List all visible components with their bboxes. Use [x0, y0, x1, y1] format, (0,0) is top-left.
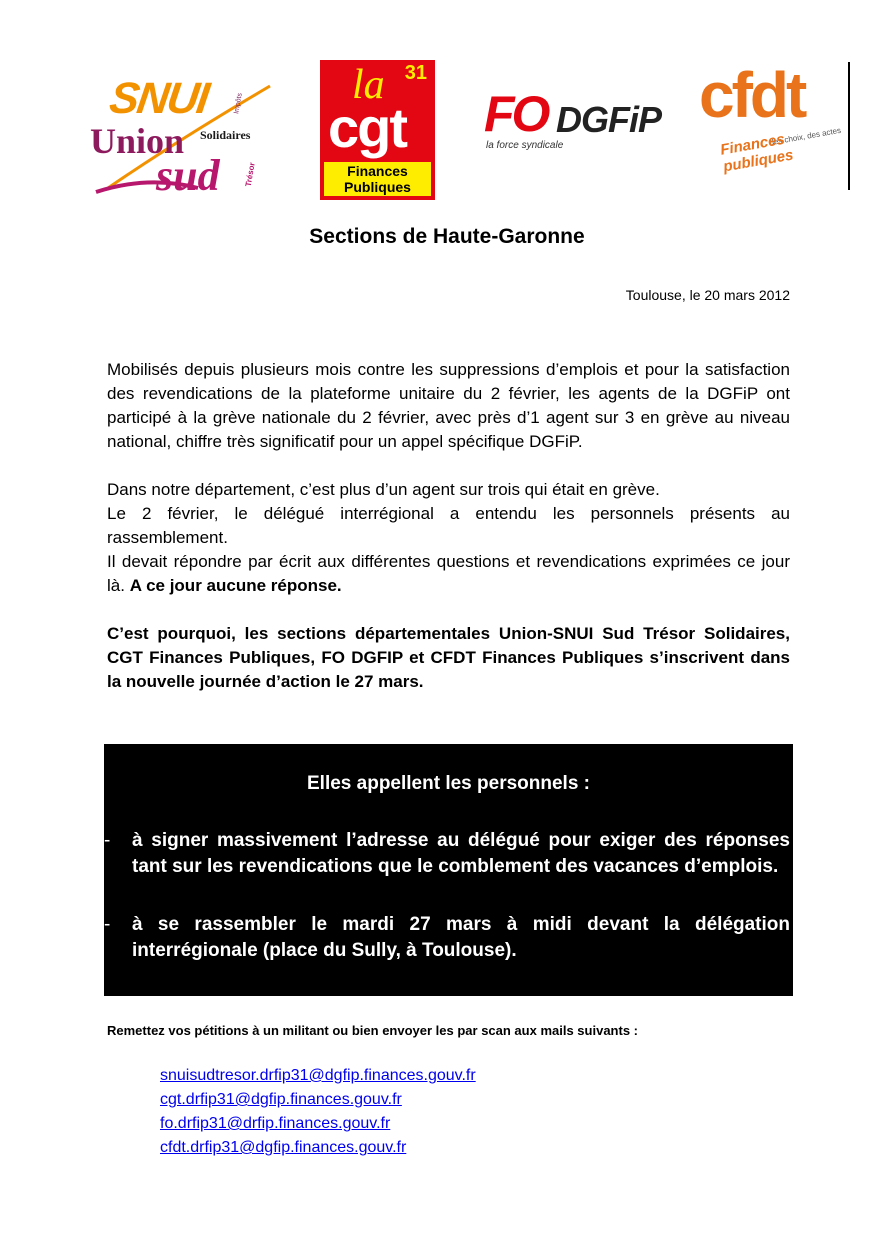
dash-bullet: -	[104, 914, 111, 935]
document-date: Toulouse, le 20 mars 2012	[625, 287, 790, 303]
cgt-fp-line2: Publiques	[344, 179, 411, 195]
callout-item-text: à signer massivement l’adresse au délégué pour exiger des réponses tant sur les revendications que le comblement des vacances d’emplois.	[132, 830, 790, 877]
union-text: Union	[90, 121, 185, 161]
email-link-fo[interactable]: fo.drfip31@drfip.finances.gouv.fr	[160, 1115, 391, 1132]
sud-text: sud	[156, 151, 220, 200]
paragraph-departement	[107, 478, 790, 598]
snui-text: SNUI	[106, 74, 211, 123]
dash-bullet: -	[104, 830, 111, 851]
callout-item	[104, 828, 790, 880]
callout-item-text: à se rassembler le mardi 27 mars à midi devant la délégation interrégionale (place du Sully, à Toulouse).	[132, 914, 790, 961]
paragraph-emphasis: A ce jour aucune réponse.	[129, 576, 342, 595]
cgt-logo	[320, 60, 435, 200]
email-list	[160, 1064, 476, 1160]
email-link-cgt[interactable]: cgt.drfip31@dgfip.finances.gouv.fr	[160, 1091, 402, 1108]
logo-banner	[0, 0, 894, 215]
paragraph-line: Dans notre département, c’est plus d’un agent sur trois qui était en grève.	[107, 480, 660, 499]
cgt-la-text: la	[352, 62, 385, 108]
cfdt-tagline: des choix, des actes	[768, 125, 842, 148]
paragraph-action: C’est pourquoi, les sections départementales Union-SNUI Sud Trésor Solidaires, CGT Finances Publiques, FO DGFIP et CFDT Finances Publiques s’inscrivent dans la nouvelle journée d’action le 27 mars.	[107, 624, 790, 691]
page-title: Sections de Haute-Garonne	[309, 225, 585, 248]
email-link-snui[interactable]: snuisudtresor.drfip31@dgfip.finances.gouv.fr	[160, 1067, 476, 1084]
cgt-fp-line1: Finances	[347, 163, 408, 179]
paragraph-mobilisation: Mobilisés depuis plusieurs mois contre les suppressions d’emplois et pour la satisfaction des revendications de la plateforme unitaire du 2 février, les agents de la DGFiP ont participé à la grève nationale du 2 février, avec près d’1 agent sur 3 en grève au niveau national, chiffre très significatif pour un appel spécifique DGFiP.	[107, 360, 790, 451]
callout-box	[104, 744, 793, 996]
tresor-text: Trésor	[243, 161, 257, 188]
cfdt-finances-publiques: Finances publiques	[719, 130, 795, 176]
cgt-finances-publiques	[324, 162, 431, 196]
paragraph-line: Il devait répondre par écrit aux différentes questions et revendications exprimées ce jour là.	[107, 552, 790, 595]
cfdt-logo	[697, 59, 847, 186]
solidaires-text: Solidaires	[200, 128, 251, 142]
vertical-rule	[848, 62, 850, 190]
callout-title: Elles appellent les personnels :	[307, 773, 590, 794]
cgt-name: cgt	[328, 96, 406, 159]
fo-text: FO	[484, 86, 548, 142]
impots-text: Impôts	[233, 92, 244, 115]
petition-note: Remettez vos pétitions à un militant ou bien envoyer les par scan aux mails suivants :	[107, 1023, 638, 1038]
fo-tagline: la force syndicale	[486, 140, 564, 151]
dgfip-text: DGFiP	[556, 99, 662, 140]
callout-item	[104, 912, 790, 964]
fo-dgfip-logo	[484, 86, 666, 158]
cfdt-text: cfdt	[699, 59, 805, 131]
union-snui-sud-logo	[88, 70, 278, 205]
cgt-number: 31	[404, 62, 427, 84]
email-link-cfdt[interactable]: cfdt.drfip31@dgfip.finances.gouv.fr	[160, 1139, 407, 1156]
paragraph-line: Le 2 février, le délégué interrégional a entendu les personnels présents au rassemblement.	[107, 504, 790, 547]
